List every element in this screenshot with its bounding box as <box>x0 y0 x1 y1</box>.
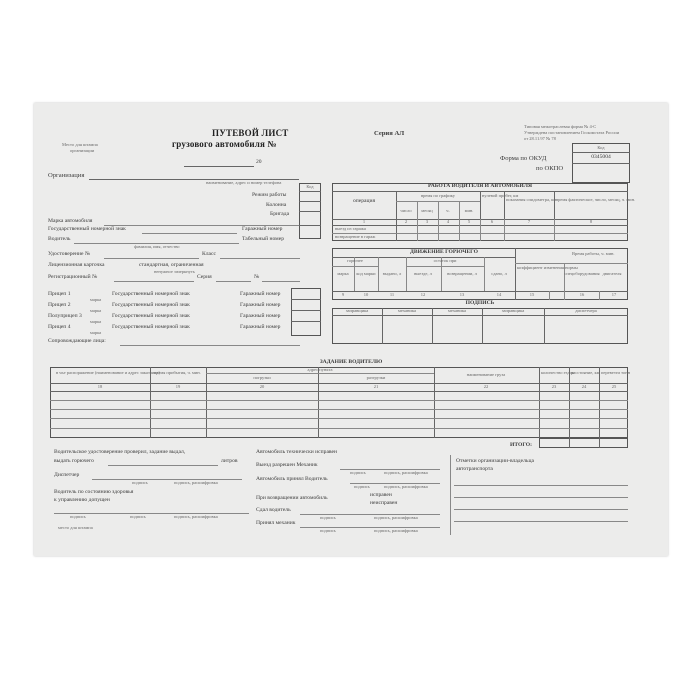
fuel-coeff-header: коэффициент изменения нормы <box>517 265 578 270</box>
col-num-5: 5 <box>467 219 471 224</box>
car-accepted-text: Автомобиль принял Водитель <box>256 476 328 482</box>
class-label: Класс <box>202 251 216 257</box>
trailer-2-plate: Государственный номерной знак <box>112 302 190 308</box>
col-num-4: 4 <box>446 219 450 224</box>
driver-label: Водитель <box>48 236 71 242</box>
accepted-decode-hint: подпись, расшифровка <box>384 484 428 489</box>
trailer-3-label: Полуприцеп 3 <box>48 313 82 319</box>
task-total-label: ИТОГО: <box>510 442 532 448</box>
card-type-value: стандартная, ограниченная <box>139 262 204 268</box>
escort-label: Сопровождающие лица: <box>48 338 106 344</box>
received-mech-text: Принял механик <box>256 520 296 526</box>
fuel-num-13: 13 <box>459 292 465 297</box>
year-suffix: 20 <box>256 159 262 165</box>
depart-row-label: выезд из гаража <box>335 226 366 231</box>
trailer-4-hint: марка <box>90 330 102 335</box>
received-sign-hint: подпись <box>320 528 336 533</box>
brigade-label: Бригада <box>270 211 290 217</box>
trailer-1-garage: Гаражный номер <box>240 291 281 297</box>
col-num-6: 6 <box>490 219 494 224</box>
sig-refueler-1: заправщика <box>345 308 369 313</box>
tab-no-label: Табельный номер <box>242 236 285 242</box>
fuel-code-header: код марки <box>356 271 376 276</box>
zero-run-header: нулевой пробег, км <box>482 193 519 198</box>
dispatcher-decode-hint: подпись, расшифровка <box>174 480 218 485</box>
fuel-num-12: 12 <box>420 292 426 297</box>
trailer-3-plate: Государственный номерной знак <box>112 313 190 319</box>
stamp-org-label: организации <box>70 148 95 153</box>
org-label: Организация <box>48 172 85 179</box>
sub-day: число <box>400 208 412 213</box>
handed-decode-hint: подпись, расшифровка <box>374 515 418 520</box>
waybill-sheet <box>34 103 668 556</box>
fuel-special-header: спецоборудования <box>564 271 600 276</box>
fuel-handed-header: сдано, л <box>491 271 507 276</box>
trailer-3-garage: Гаражный номер <box>240 313 281 319</box>
state-plate-label: Государственный номерной знак <box>48 226 126 232</box>
task-num-21: 21 <box>373 384 379 389</box>
admitted-text: к управлению допущен <box>54 497 110 503</box>
trailer-2-garage: Гаражный номер <box>240 302 281 308</box>
health-sign-hint-2: подпись <box>130 514 146 519</box>
sub-minute: мин. <box>464 208 474 213</box>
broken-label: неисправен <box>370 500 398 506</box>
handed-sign-hint: подпись <box>320 515 336 520</box>
fuel-atreturn-header: возвращении, л <box>447 271 477 276</box>
sig-mechanic-2: механика <box>448 308 466 313</box>
fuel-num-9: 9 <box>341 292 345 297</box>
driver-work-title: РАБОТА ВОДИТЕЛЯ И АВТОМОБИЛЯ <box>428 183 532 189</box>
liters-label: литров <box>221 458 238 464</box>
sig-dispatcher: диспетчера <box>575 308 597 313</box>
schedule-time-header: время по графику <box>421 193 455 198</box>
fuel-brand-header: марка <box>337 271 349 276</box>
card-hint: ненужное зачеркнуть <box>154 269 195 274</box>
fuel-remain-header: остаток при <box>433 258 457 263</box>
fuel-worktime-header: Время работы, ч. мин. <box>572 251 615 256</box>
license-checked-text: Водительское удостоверение проверил, задание выдал, <box>54 449 186 455</box>
kod-header: Код <box>597 145 605 150</box>
okud-label: Форма по ОКУД <box>500 155 547 162</box>
accepted-sign-hint: подпись <box>354 484 370 489</box>
trailer-1-label: Прицеп 1 <box>48 291 71 297</box>
col-num-2: 2 <box>404 219 408 224</box>
fuel-atdepart-header: выезде, л <box>414 271 432 276</box>
car-ok-text: Автомобиль технически исправен <box>256 449 338 455</box>
operation-header: операция <box>352 198 376 204</box>
trailer-4-garage: Гаражный номер <box>240 324 281 330</box>
series-label: Серия АЛ <box>374 130 405 137</box>
form-note-3: от 28.11.97 № 78 <box>524 136 556 141</box>
health-decode-hint: подпись, расшифровка <box>174 514 218 519</box>
sig-mechanic-1: механика <box>398 308 416 313</box>
col-num-3: 3 <box>425 219 429 224</box>
task-num-23: 23 <box>551 384 557 389</box>
speedometer-header: показания спидометра, км <box>506 197 557 202</box>
task-col-order: в чье распоряжение (наименование и адрес заказчика) <box>56 370 160 375</box>
reg-number-label: № <box>254 274 260 280</box>
col-num-7: 7 <box>527 219 531 224</box>
okpo-label: по ОКПО <box>536 165 564 172</box>
actual-time-header: время фактическое, число, месяц, ч. мин. <box>556 197 636 202</box>
trailer-code-box <box>291 288 321 336</box>
fuel-num-16: 16 <box>579 292 585 297</box>
transport-text: автотранспорта <box>456 466 493 472</box>
trailer-1-plate: Государственный номерной знак <box>112 291 190 297</box>
trailer-4-label: Прицеп 4 <box>48 324 71 330</box>
fuel-num-15: 15 <box>529 292 535 297</box>
col-num-8: 8 <box>589 219 593 224</box>
task-col-cargo: наименование груза <box>466 372 506 377</box>
health-sign-hint: подпись <box>70 514 86 519</box>
org-hint: наименование, адрес и номер телефона <box>206 180 282 185</box>
fuel-num-11: 11 <box>389 292 395 297</box>
health-text: Водитель по состоянию здоровья <box>54 489 134 495</box>
trailer-2-hint: марка <box>90 308 102 313</box>
stamp-place-bottom: место для штампа <box>58 525 93 530</box>
on-return-text: При возвращении автомобиль <box>256 495 328 501</box>
col-num-1: 1 <box>362 219 366 224</box>
column-label: Колонна <box>266 202 287 208</box>
page-subtitle: грузового автомобиля № <box>172 139 277 149</box>
kod-box-label: Код <box>306 184 314 189</box>
return-row-label: возвращение в гараж <box>335 234 376 239</box>
reg-no-label: Регистрационный № <box>48 274 98 280</box>
trailer-3-hint: марка <box>90 319 102 324</box>
exit-ok-text: Выезд разрешен Механик <box>256 462 318 468</box>
sub-month: месяц <box>421 208 433 213</box>
task-col-dist: расстояние, км <box>571 370 600 375</box>
sub-hour: ч. <box>446 208 450 213</box>
exit-sign-hint: подпись <box>350 470 366 475</box>
dispatcher-label: Диспетчер <box>54 472 80 478</box>
form-note-1: Типовая межотраслевая форма № 4-С <box>524 124 597 129</box>
license-card-label: Лицензионная карточка <box>48 262 105 268</box>
brand-label: Марка автомобиля <box>48 218 93 224</box>
fuel-num-10: 10 <box>363 292 369 297</box>
task-num-25: 25 <box>611 384 617 389</box>
sig-refueler-2: заправщика <box>501 308 525 313</box>
driver-hint: фамилия, имя, отчество <box>134 244 180 249</box>
trailer-1-hint: марка <box>90 297 102 302</box>
stamp-place-label: Место для штампа <box>62 142 98 147</box>
fuel-given-header: выдано, л <box>382 271 402 276</box>
task-total-box <box>539 438 628 448</box>
trailer-4-plate: Государственный номерной знак <box>112 324 190 330</box>
task-col-tons: перевезти тонн <box>601 370 631 375</box>
reg-series-label: Серия <box>197 274 212 280</box>
fuel-num-14: 14 <box>496 292 502 297</box>
task-num-19: 19 <box>175 384 181 389</box>
fuel-engine-header: двигателя <box>602 271 622 276</box>
license-label: Удостоверение № <box>48 251 91 257</box>
fuel-issue-label: выдать горючего <box>54 458 94 464</box>
page-title: ПУТЕВОЙ ЛИСТ <box>212 128 289 138</box>
fuel-issued-header: горючее <box>347 258 363 263</box>
received-decode-hint: подпись, расшифровка <box>374 528 418 533</box>
handed-driver-text: Сдал водитель <box>256 507 291 513</box>
fixed-label: исправен <box>370 492 392 498</box>
garage-no-label: Гаражный номер <box>242 226 283 232</box>
task-num-20: 20 <box>259 384 265 389</box>
dispatcher-sign-hint: подпись <box>132 480 148 485</box>
org-marks-text: Отметки организации-владельца <box>456 458 534 464</box>
work-mode-label: Режим работы <box>252 192 287 198</box>
okud-code: 0345004 <box>591 154 611 160</box>
signature-title: ПОДПИСЬ <box>465 300 495 306</box>
task-col-trips: количество ездок <box>541 370 575 375</box>
task-num-22: 22 <box>483 384 489 389</box>
task-col-unload: разгрузки <box>366 375 386 380</box>
task-col-address: адрес пункта <box>307 367 333 372</box>
trailer-2-label: Прицеп 2 <box>48 302 71 308</box>
exit-decode-hint: подпись, расшифровка <box>384 470 428 475</box>
task-num-24: 24 <box>581 384 587 389</box>
task-title: ЗАДАНИЕ ВОДИТЕЛЮ <box>319 359 383 365</box>
task-col-load: погрузки <box>253 375 271 380</box>
task-col-arrive: время прибытия, ч. мин. <box>154 370 201 375</box>
fuel-title: ДВИЖЕНИЕ ГОРЮЧЕГО <box>410 249 478 255</box>
fuel-num-17: 17 <box>611 292 617 297</box>
form-note-2: Утверждена постановлением Госкомстата России <box>524 130 620 135</box>
task-num-18: 18 <box>97 384 103 389</box>
